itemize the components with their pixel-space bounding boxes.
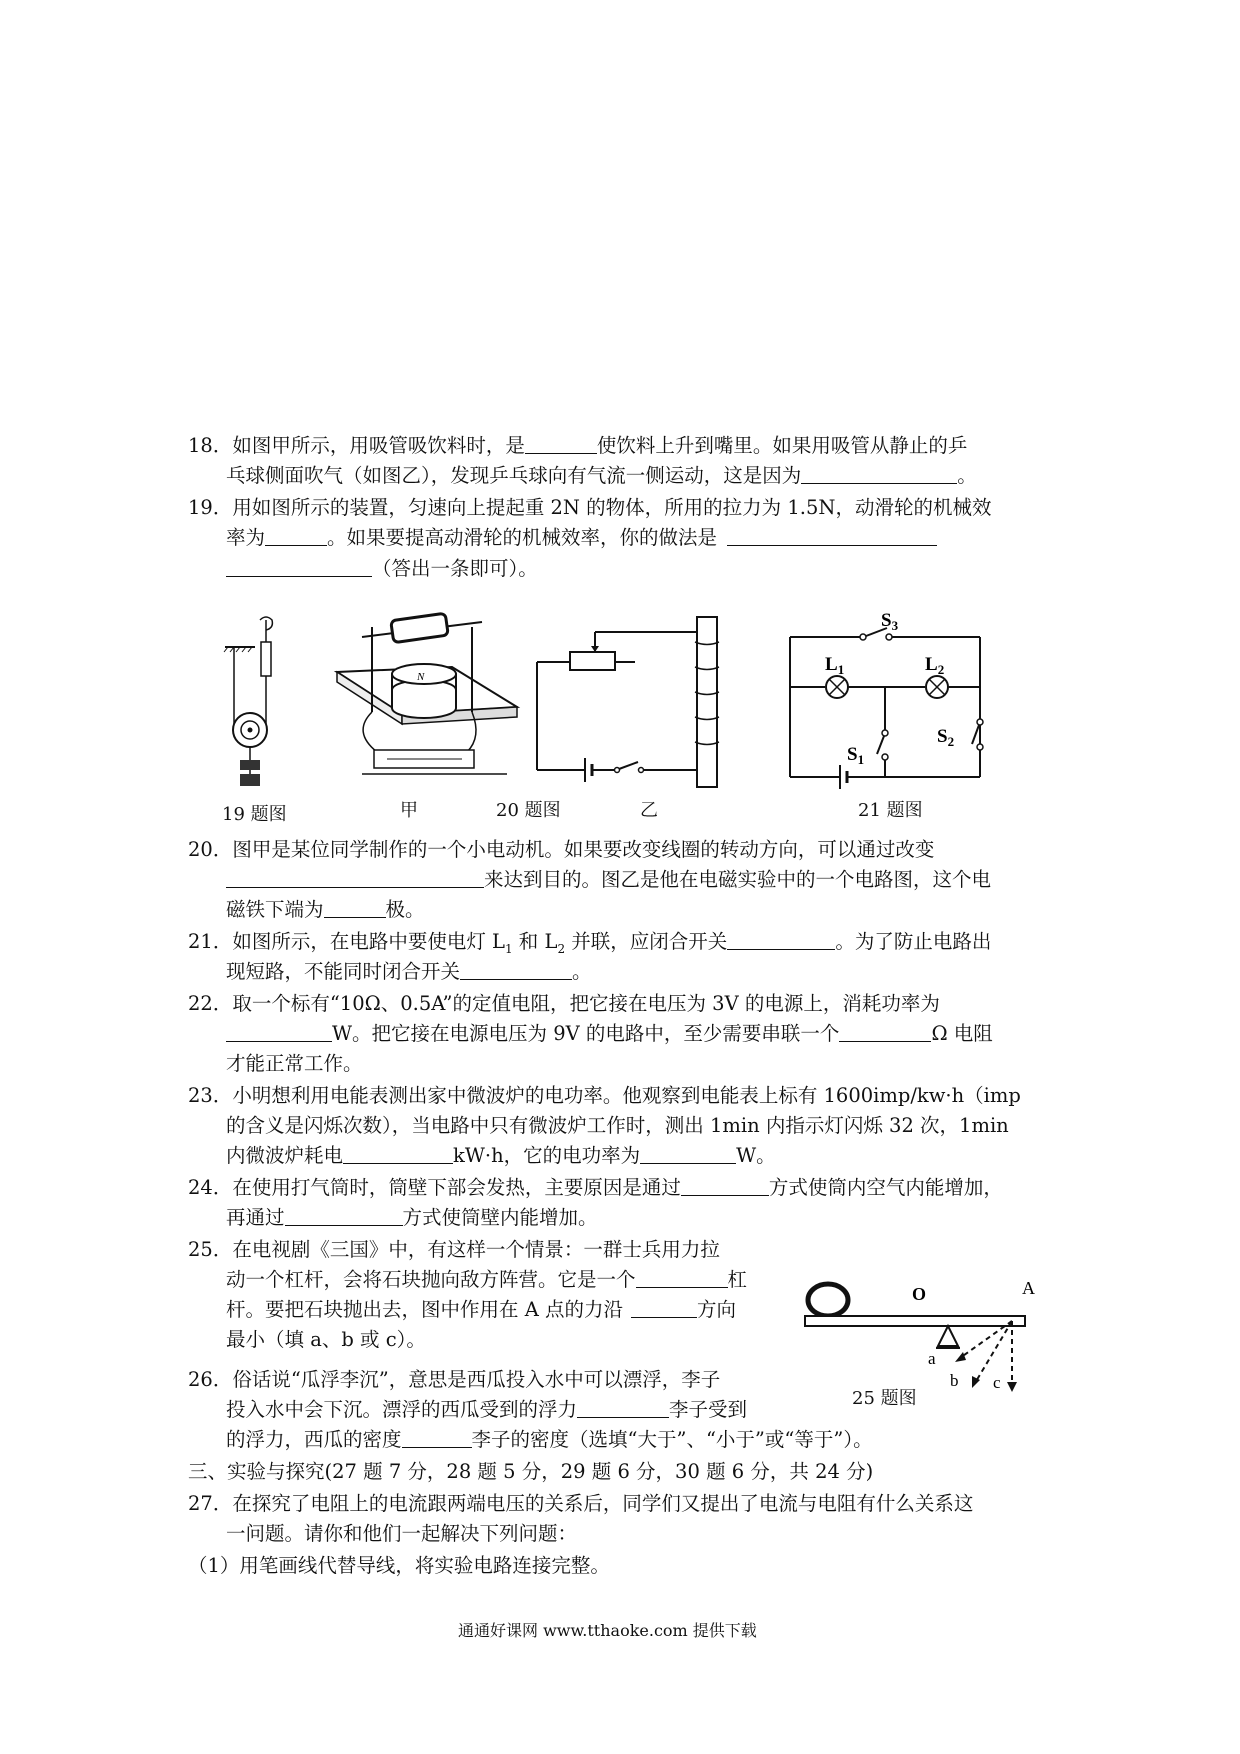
q24-line1: 24．在使用打气筒时，筒壁下部会发热，主要原因是通过 方式使筒内空气内能增加， xyxy=(188,1176,1003,1199)
fig20-electromagnet-circuit xyxy=(535,612,725,792)
q20-line1: 20．图甲是某位同学制作的一个小电动机。如果要改变线圈的转动方向，可以通过改变 xyxy=(188,838,935,861)
q20-blank-2[interactable] xyxy=(324,897,386,918)
q22-blank-2[interactable] xyxy=(839,1021,931,1042)
fig19-pulley-diagram xyxy=(220,612,290,792)
q26-line3: 的浮力，西瓜的密度 李子的密度（选填“大于”、“小于”或“等于”）。 xyxy=(226,1428,873,1451)
fig21-S1-label: $S_1$ xyxy=(847,744,865,767)
q20-line3: 磁铁下端为 极。 xyxy=(226,898,425,921)
q24-blank-2[interactable] xyxy=(285,1205,403,1226)
q21-blank-1[interactable] xyxy=(727,929,835,950)
q25-blank-1[interactable] xyxy=(636,1267,728,1288)
fig25-b-label: b xyxy=(950,1371,959,1390)
fig25-a-label: a xyxy=(928,1349,936,1368)
q18-blank-1[interactable] xyxy=(525,433,597,454)
q21-blank-2[interactable] xyxy=(460,959,572,980)
fig20-jia-label: 甲 xyxy=(400,800,418,821)
q26-blank-1[interactable] xyxy=(577,1397,669,1418)
q20-blank-1[interactable] xyxy=(226,867,484,888)
q20-line2: 来达到目的。图乙是他在电磁实验中的一个电路图，这个电 xyxy=(226,866,991,894)
fig21-circuit-diagram xyxy=(785,612,985,792)
q19-blank-1[interactable] xyxy=(265,525,327,546)
fig21-L2-label: $L_2$ xyxy=(925,654,945,677)
q25-line4: 最小（填 a、b 或 c）。 xyxy=(226,1328,426,1351)
fig20-caption: 20 题图 xyxy=(496,800,561,821)
q22-line2: W。把它接在电源电压为 9V 的电路中，至少需要串联一个 Ω 电阻 xyxy=(226,1020,993,1048)
q24-blank-1[interactable] xyxy=(681,1175,769,1196)
fig21-S2-label: $S_2$ xyxy=(937,726,955,749)
q19-line1: 19．用如图所示的装置，匀速向上提起重 2N 的物体，所用的拉力为 1.5N，动滑轮的机械效 xyxy=(188,496,992,519)
q22-blank-1[interactable] xyxy=(226,1021,332,1042)
fig25-A-label: A xyxy=(1022,1278,1035,1298)
q21-line1: 21．如图所示，在电路中要使电灯 $L_1$ 和 $L_2$ 并联，应闭合开关 。为了防止电路出 xyxy=(188,930,992,956)
q26-line2: 投入水中会下沉。漂浮的西瓜受到的浮力 李子受到 xyxy=(226,1398,748,1421)
q27-line3: （1）用笔画线代替导线，将实验电路连接完整。 xyxy=(188,1554,610,1577)
section-3-heading: 三、实验与探究(27 题 7 分，28 题 5 分，29 题 6 分，30 题 6 分，共 24 分) xyxy=(188,1460,874,1483)
q18-line2: 乓球侧面吹气（如图乙），发现乒乓球向有气流一侧运动，这是因为 。 xyxy=(226,464,977,487)
page-footer: 通通好课网 www.tthaoke.com 提供下载 xyxy=(458,1621,757,1640)
q23-blank-1[interactable] xyxy=(343,1143,453,1164)
q19-blank-3[interactable] xyxy=(226,556,372,577)
fig21-L1-label: $L_1$ xyxy=(825,654,845,677)
q21-line2: 现短路，不能同时闭合开关 。 xyxy=(226,960,592,983)
q26-blank-2[interactable] xyxy=(402,1427,472,1448)
q24-line2: 再通过 方式使筒壁内能增加。 xyxy=(226,1206,598,1229)
q19-blank-2[interactable] xyxy=(727,525,937,546)
q19-line3: （答出一条即可）。 xyxy=(226,555,538,583)
fig19-caption: 19 题图 xyxy=(222,804,287,825)
q18-line1: 18．如图甲所示，用吸管吸饮料时，是 使饮料上升到嘴里。如果用吸管从静止的乒 xyxy=(188,434,968,457)
q19-line2: 率为 。如果要提高动滑轮的机械效率，你的做法是 xyxy=(226,524,937,552)
q26-line1: 26．俗话说“瓜浮李沉”，意思是西瓜投入水中可以漂浮，李子 xyxy=(188,1368,721,1391)
fig20-motor-diagram xyxy=(332,612,522,782)
q25-blank-2[interactable] xyxy=(631,1297,697,1318)
fig20-yi-label: 乙 xyxy=(640,800,658,821)
q27-line2: 一问题。请你和他们一起解决下列问题： xyxy=(226,1522,578,1545)
fig25-lever-diagram xyxy=(800,1248,1050,1392)
fig25-c-label: c xyxy=(993,1373,1001,1392)
q23-line2: 的含义是闪烁次数），当电路中只有微波炉工作时，测出 1min 内指示灯闪烁 32 次，1min xyxy=(226,1114,1009,1137)
q18-blank-2[interactable] xyxy=(801,463,957,484)
fig25-caption: 25 题图 xyxy=(852,1388,917,1409)
q22-line3: 才能正常工作。 xyxy=(226,1052,363,1075)
q23-blank-2[interactable] xyxy=(640,1143,736,1164)
fig21-caption: 21 题图 xyxy=(858,800,923,821)
fig21-S3-label: $S_3$ xyxy=(881,610,899,633)
q23-line3: 内微波炉耗电 kW·h，它的电功率为 W。 xyxy=(226,1144,776,1167)
q27-line1: 27．在探究了电阻上的电流跟两端电压的关系后，同学们又提出了电流与电阻有什么关系这 xyxy=(188,1492,974,1515)
q25-line1: 25．在电视剧《三国》中，有这样一个情景：一群士兵用力拉 xyxy=(188,1238,720,1261)
q22-line1: 22．取一个标有“10Ω、0.5A”的定值电阻，把它接在电压为 3V 的电源上，消耗功率为 xyxy=(188,992,940,1015)
q25-line2: 动一个杠杆，会将石块抛向敌方阵营。它是一个 杠 xyxy=(226,1268,748,1291)
fig20-magnet-N-label: N xyxy=(417,671,425,683)
q25-line3: 杆。要把石块抛出去，图中作用在 A 点的力沿 方向 xyxy=(226,1298,736,1321)
q23-line1: 23．小明想利用电能表测出家中微波炉的电功率。他观察到电能表上标有 1600imp/kw·h（imp xyxy=(188,1084,1021,1107)
fig25-O-label: O xyxy=(912,1284,927,1304)
